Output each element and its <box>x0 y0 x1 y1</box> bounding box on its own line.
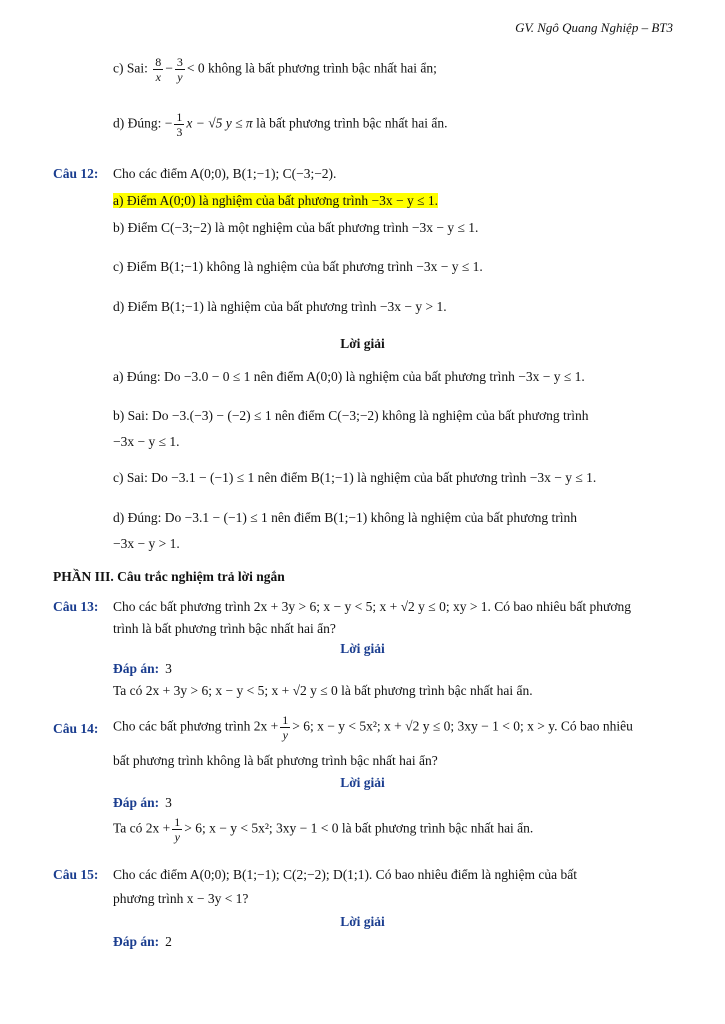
q14-stem-line1: Cho các bất phương trình 2x + $\frac{1}{y}$ > 6; x − y < 5x²; x + √2 y ≤ 0; 3xy − 1 < 0; x > y. Có bao nhiêu <box>113 713 633 742</box>
q12-solution-title: Lời giải <box>340 336 385 351</box>
q13-answer: Đáp án: 3 <box>113 661 172 676</box>
q11-option-d: d) Đúng: − $\frac{1}{3}$ x − √5 y ≤ π là bất phương trình bậc nhất hai ẩn. <box>113 110 448 139</box>
fraction: $\frac{1}{y}$ <box>174 815 181 844</box>
q13-explanation: Ta có 2x + 3y > 6; x − y < 5; x + √2 y ≤ 0 là bất phương trình bậc nhất hai ẩn. <box>113 683 533 698</box>
q11-option-c: c) Sai: $\frac{8}{x}$ − $\frac{3}{y}$ < 0 không là bất phương trình bậc nhất hai ẩn; <box>113 55 437 84</box>
q13-stem-line1: Cho các bất phương trình 2x + 3y > 6; x − y < 5; x + √2 y ≤ 0; xy > 1. Có bao nhiêu bất phương <box>113 599 631 614</box>
q12-solution-d-line2: −3x − y > 1. <box>113 536 180 551</box>
q13-solution-title: Lời giải <box>340 641 385 656</box>
q13-stem-line2: trình là bất phương trình bậc nhất hai ẩn? <box>113 621 336 636</box>
q12-solution-c: c) Sai: Do −3.1 − (−1) ≤ 1 nên điểm B(1;−1) là nghiệm của bất phương trình −3x − y ≤ 1. <box>113 470 597 485</box>
q14-label: Câu 14: <box>53 721 99 736</box>
fraction: $\frac{1}{3}$ <box>176 110 183 139</box>
q15-solution-title: Lời giải <box>340 914 385 929</box>
q12-solution-a: a) Đúng: Do −3.0 − 0 ≤ 1 nên điểm A(0;0) là nghiệm của bất phương trình −3x − y ≤ 1. <box>113 369 585 384</box>
q12-option-a <box>113 193 438 209</box>
fraction: $\frac{1}{y}$ <box>282 713 289 742</box>
q14-explanation: Ta có 2x + $\frac{1}{y}$ > 6; x − y < 5x²; 3xy − 1 < 0 là bất phương trình bậc nhất hai ẩn. <box>113 815 534 844</box>
q12-option-c: c) Điểm B(1;−1) không là nghiệm của bất phương trình −3x − y ≤ 1. <box>113 259 483 274</box>
q14-stem-line2: bất phương trình không là bất phương trình bậc nhất hai ẩn? <box>113 753 438 768</box>
q14-solution-title: Lời giải <box>340 775 385 790</box>
q12-solution-d-line1: d) Đúng: Do −3.1 − (−1) ≤ 1 nên điểm B(1;−1) không là nghiệm của bất phương trình <box>113 510 577 525</box>
q12-option-b: b) Điểm C(−3;−2) là một nghiệm của bất phương trình −3x − y ≤ 1. <box>113 220 479 235</box>
q15-stem-line2: phương trình x − 3y < 1? <box>113 891 249 906</box>
highlighted-text: a) Điểm A(0;0) là nghiệm của bất phương trình −3x − y ≤ 1. <box>113 193 439 208</box>
section-heading: PHẦN III. Câu trắc nghiệm trả lời ngắn <box>53 569 285 584</box>
q15-label: Câu 15: <box>53 867 99 882</box>
q15-stem-line1: Cho các điểm A(0;0); B(1;−1); C(2;−2); D(1;1). Có bao nhiêu điểm là nghiệm của bất <box>113 867 578 882</box>
q14-answer: Đáp án: 3 <box>113 795 172 810</box>
q15-answer: Đáp án: 2 <box>113 934 172 949</box>
q12-stem: Cho các điểm A(0;0), B(1;−1); C(−3;−2). <box>113 166 337 181</box>
q12-label: Câu 12: <box>53 166 99 181</box>
q12-option-d: d) Điểm B(1;−1) là nghiệm của bất phương trình −3x − y > 1. <box>113 299 447 314</box>
fraction: $\frac{8}{x}$ <box>155 55 162 84</box>
fraction: $\frac{3}{y}$ <box>176 55 183 84</box>
page-header: GV. Ngô Quang Nghiệp – BT3 <box>515 20 673 35</box>
q12-solution-b-line2: −3x − y ≤ 1. <box>113 434 180 449</box>
q13-label: Câu 13: <box>53 599 99 614</box>
q12-solution-b-line1: b) Sai: Do −3.(−3) − (−2) ≤ 1 nên điểm C(−3;−2) không là nghiệm của bất phương trình <box>113 408 589 423</box>
